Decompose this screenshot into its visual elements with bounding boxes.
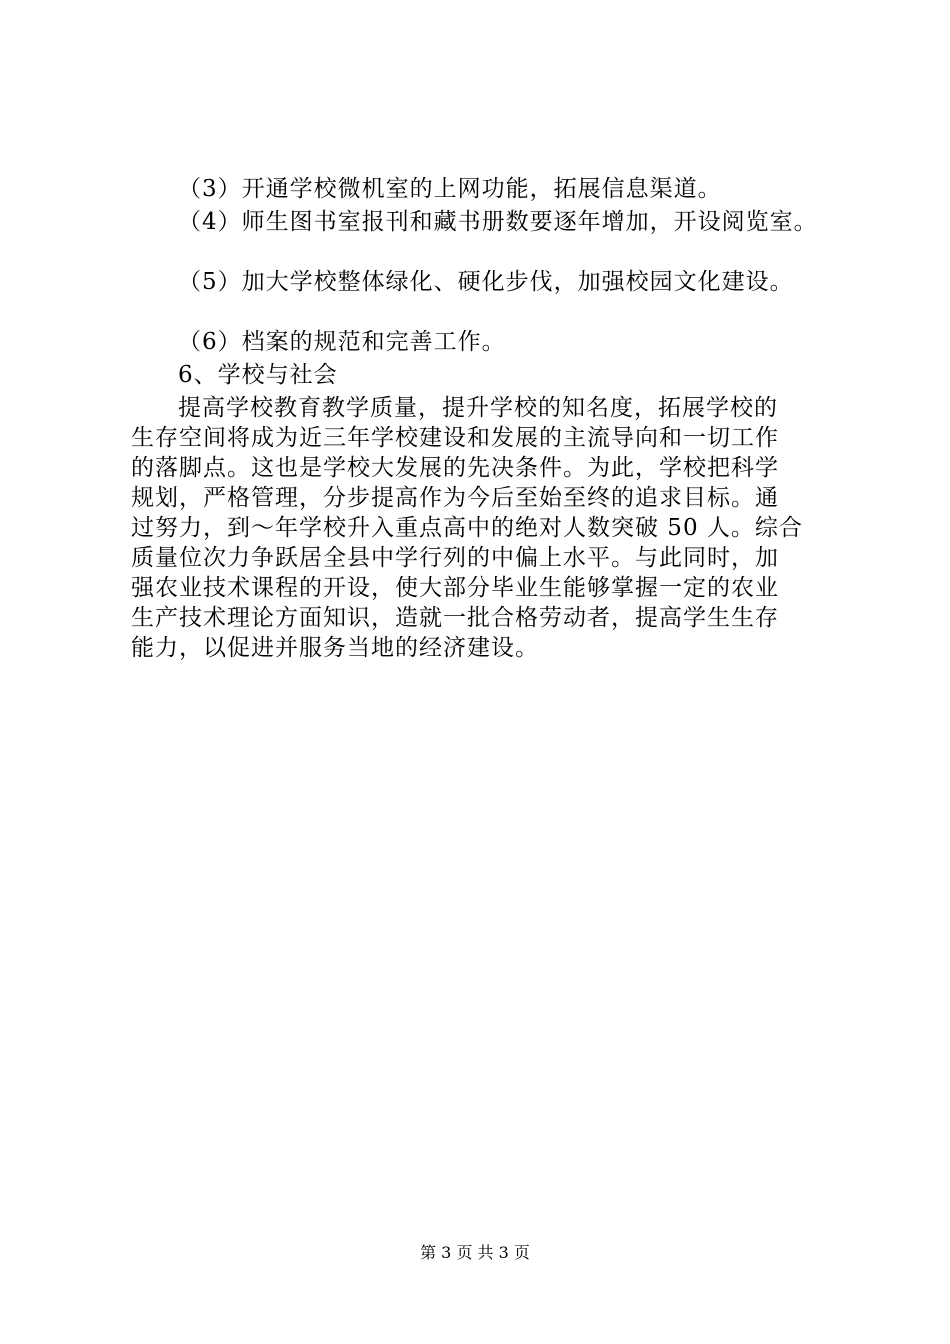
paragraph-line: 强农业技术课程的开设，使大部分毕业生能够掌握一定的农业 xyxy=(131,575,779,601)
paragraph-line: 的落脚点。这也是学校大发展的先决条件。为此，学校把科学 xyxy=(131,455,779,481)
section-heading: 6、学校与社会 xyxy=(178,362,338,388)
paragraph-line: 生产技术理论方面知识，造就一批合格劳动者，提高学生生存 xyxy=(131,605,779,631)
list-item: （3）开通学校微机室的上网功能，拓展信息渠道。 xyxy=(178,176,722,202)
list-item: （5）加大学校整体绿化、硬化步伐，加强校园文化建设。 xyxy=(178,269,794,295)
paragraph-line: 生存空间将成为近三年学校建设和发展的主流导向和一切工作 xyxy=(131,425,779,451)
paragraph-line: 能力，以促进并服务当地的经济建设。 xyxy=(131,635,539,661)
list-item: （6）档案的规范和完善工作。 xyxy=(178,329,506,355)
paragraph-line: 规划，严格管理，分步提高作为今后至始至终的追求目标。通 xyxy=(131,485,779,511)
paragraph-line: 过努力，到～年学校升入重点高中的绝对人数突破 50 人。综合 xyxy=(131,515,803,541)
paragraph-line: 质量位次力争跃居全县中学行列的中偏上水平。与此同时，加 xyxy=(131,545,779,571)
page-footer: 第 3 页 共 3 页 xyxy=(420,1243,530,1262)
paragraph-line: 提高学校教育教学质量，提升学校的知名度，拓展学校的 xyxy=(178,395,778,421)
list-item: （4）师生图书室报刊和藏书册数要逐年增加，开设阅览室。 xyxy=(178,209,818,235)
